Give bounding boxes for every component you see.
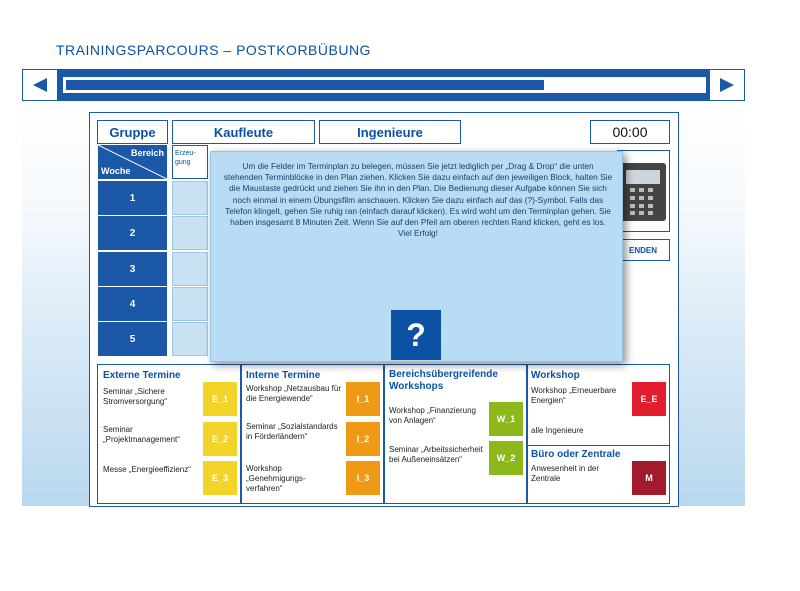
schedule-cell[interactable] <box>172 322 208 356</box>
block-i1[interactable]: I_1 <box>346 382 380 416</box>
workshop-title: Workshop <box>531 370 580 381</box>
office-title: Büro oder Zentrale <box>531 449 621 460</box>
instructions-dialog <box>210 151 623 362</box>
block-e1[interactable]: E_1 <box>203 382 237 416</box>
week-row-1: 1 <box>98 181 167 215</box>
week-row-2: 2 <box>98 216 167 250</box>
internal-title: Interne Termine <box>246 370 321 381</box>
prev-button[interactable] <box>23 70 57 100</box>
external-item-3-text: Messe „Energieeffizienz“ <box>103 465 191 474</box>
help-button[interactable]: ? <box>391 310 441 360</box>
column-divider <box>528 445 669 446</box>
schedule-cell[interactable] <box>172 287 208 321</box>
schedule-cell[interactable] <box>172 181 208 215</box>
week-row-3: 3 <box>98 252 167 286</box>
timer: 00:00 <box>590 120 670 144</box>
internal-item-3-text: Workshop „Genehmigungs-verfahren“ <box>246 464 306 493</box>
internal-appointments <box>241 364 384 504</box>
cross-workshops <box>384 364 527 504</box>
right-triangle-icon <box>719 78 735 92</box>
group-ingenieure: Ingenieure <box>319 120 461 144</box>
group-header: Gruppe <box>97 120 168 144</box>
external-appointments <box>97 364 241 504</box>
week-row-5: 5 <box>98 322 167 356</box>
office-item-text: Anwesenheit in der Zentrale <box>531 464 600 483</box>
block-w1[interactable]: W_1 <box>489 402 523 436</box>
table-corner <box>98 145 167 179</box>
external-item-1-text: Seminar „Sichere Stromversorgung“ <box>103 387 168 406</box>
subcolumn-erzeugung: Erzeu- gung <box>172 145 208 179</box>
cross-title: Bereichsübergreifende Workshops <box>389 369 498 392</box>
corner-bereich-label: Bereich <box>130 148 164 158</box>
block-e2[interactable]: E_2 <box>203 422 237 456</box>
block-e3[interactable]: E_3 <box>203 461 237 495</box>
schedule-cell[interactable] <box>172 252 208 286</box>
cross-item-1-text: Workshop „Finanzierung von Anlagen“ <box>389 406 477 425</box>
block-i3[interactable]: I_3 <box>346 461 380 495</box>
phone-screen <box>626 170 660 184</box>
next-button[interactable] <box>710 70 744 100</box>
week-row-4: 4 <box>98 287 167 321</box>
cross-item-2-text: Seminar „Arbeitssicherheit bei Außeneinsätzen“ <box>389 445 483 464</box>
progress-track <box>63 77 706 93</box>
corner-woche-label: Woche <box>101 166 131 176</box>
internal-item-2-text: Seminar „Sozialstandards in Förderländern“ <box>246 422 338 441</box>
block-i2[interactable]: I_2 <box>346 422 380 456</box>
group-kaufleute: Kaufleute <box>172 120 315 144</box>
page-title: TRAININGSPARCOURS – POSTKORBÜBUNG <box>56 42 371 58</box>
workshop-note: alle Ingenieure <box>531 426 584 435</box>
external-title: Externe Termine <box>103 370 181 381</box>
phone-keypad <box>630 188 656 216</box>
workshop-item-text: Workshop „Erneuerbare Energien“ <box>531 386 617 405</box>
progress-fill <box>66 80 544 90</box>
left-triangle-icon <box>32 78 48 92</box>
navigation-bar <box>22 69 745 101</box>
internal-item-1-text: Workshop „Netzausbau für die Energiewende“ <box>246 384 342 403</box>
workshop-column <box>527 364 670 504</box>
block-m[interactable]: M <box>632 461 666 495</box>
instructions-text: Um die Felder im Terminplan zu belegen, müssen Sie jetzt lediglich per „Drag & Drop“ die unten stehenden Terminblöcke in den Plan ziehen. Klicken Sie dazu einfach auf den jeweiligen Block, halten Sie die Maustaste gedrückt und ziehen Sie ihn in den Plan. Die Bedienung dieser Aufgabe können Sie sich noch einmal in einem Übungsfilm anschauen. Klicken Sie dazu einfach auf das (?)-Symbol. Falls das Telefon klingelt, gehen Sie ruhig ran (einfach darauf klicken). Es wird wohl um den Terminplan gehen. Sie haben insgesamt 8 Minuten Zeit. Wenn Sie auf den Pfeil am oberen rechten Rand klicken, geht es los. Viel Erfolg! <box>223 161 613 239</box>
block-ee[interactable]: E_E <box>632 382 666 416</box>
schedule-cell[interactable] <box>172 216 208 250</box>
block-w2[interactable]: W_2 <box>489 441 523 475</box>
send-button[interactable]: ENDEN <box>598 239 670 261</box>
external-item-2-text: Seminar „Projektmanagement“ <box>103 425 180 444</box>
